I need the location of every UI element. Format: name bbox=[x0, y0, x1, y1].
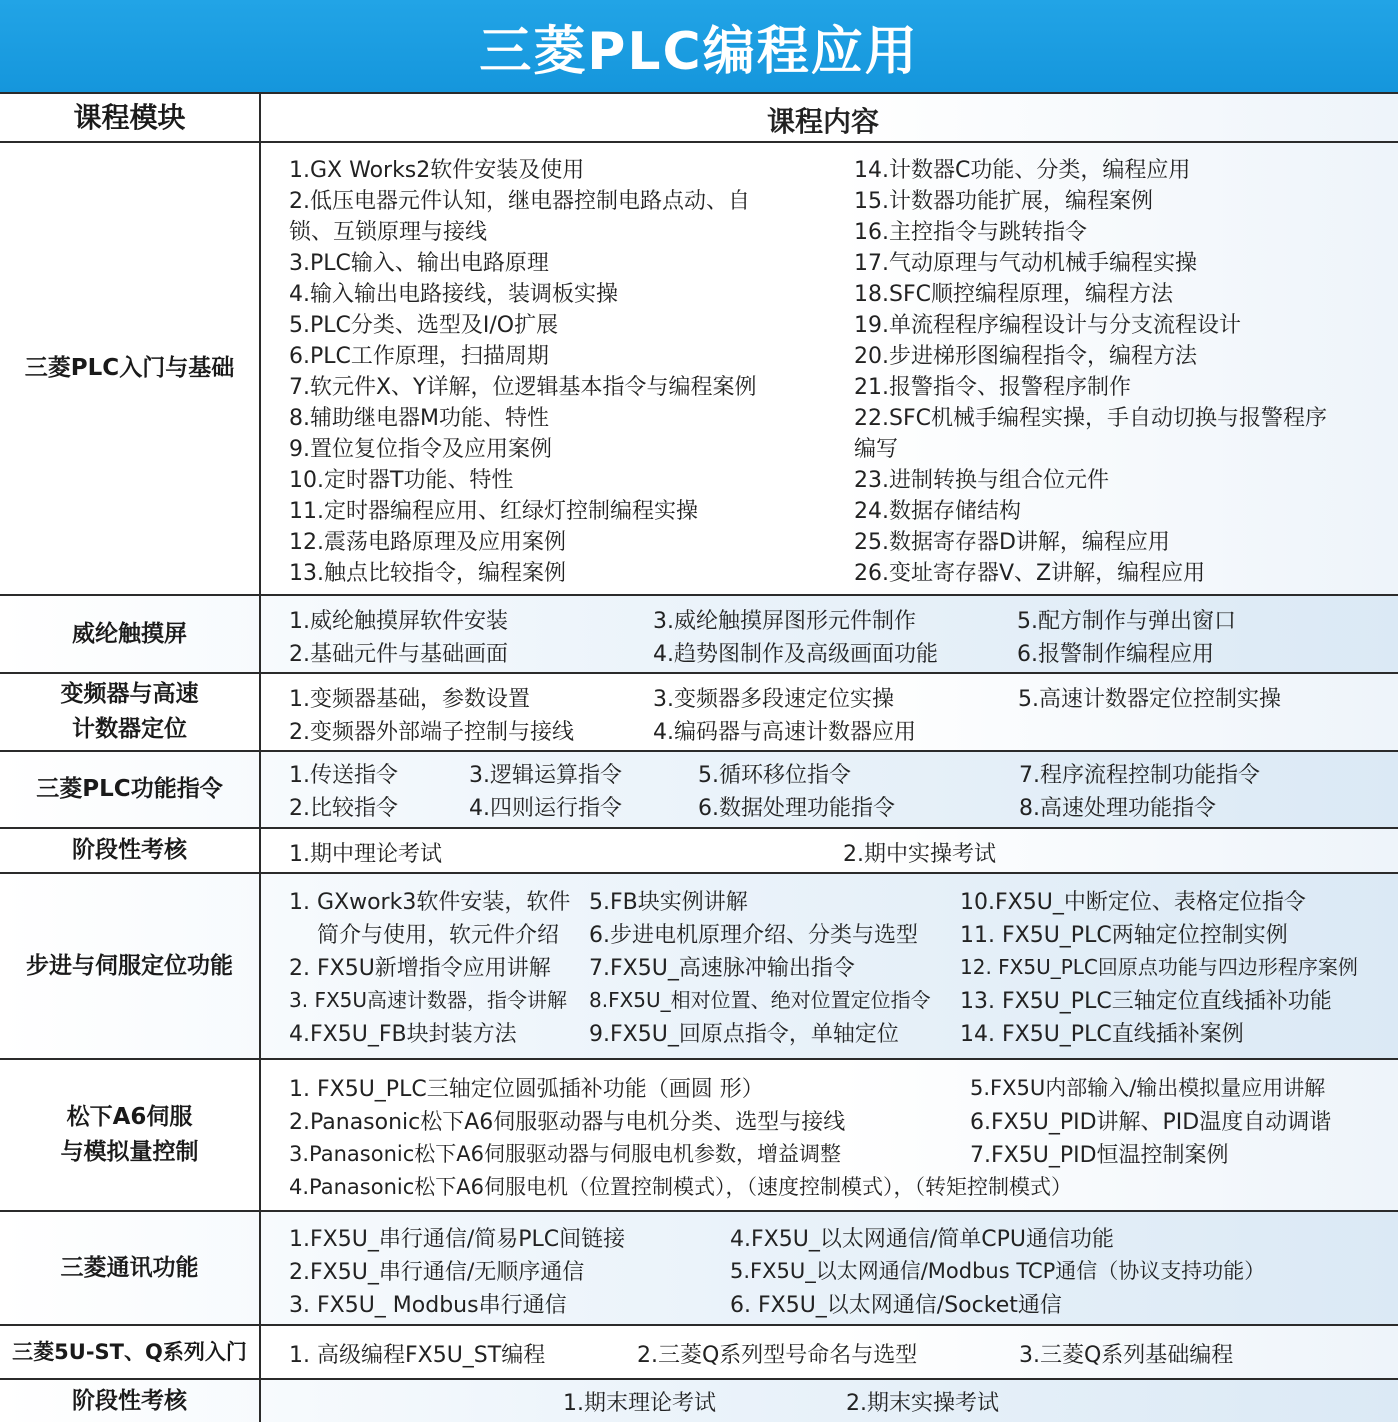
course-item: 2.期末实操考试 bbox=[846, 1391, 999, 1416]
course-item: 26.变址寄存器V、Z讲解，编程应用 bbox=[854, 561, 1206, 586]
table-row bbox=[0, 752, 1398, 829]
course-item: 5.FX5U_以太网通信/Modbus TCP通信（协议支持功能） bbox=[730, 1259, 1266, 1283]
course-item: 3.Panasonic松下A6伺服驱动器与伺服电机参数，增益调整 bbox=[289, 1142, 842, 1166]
course-item: 1. GXwork3软件安装，软件 bbox=[289, 890, 571, 915]
course-item: 编写 bbox=[854, 437, 899, 462]
module-name-line: 计数器定位 bbox=[72, 716, 187, 742]
course-item: 12. FX5U_PLC回原点功能与四边形程序案例 bbox=[960, 955, 1358, 979]
course-item: 22.SFC机械手编程实操，手自动切换与报警程序 bbox=[854, 406, 1327, 431]
course-item: 8.辅助继电器M功能、特性 bbox=[289, 406, 549, 431]
course-item: 17.气动原理与气动机械手编程实操 bbox=[854, 251, 1197, 276]
course-item: 2.期中实操考试 bbox=[843, 842, 996, 867]
module-name: 阶段性考核 bbox=[0, 1380, 261, 1422]
course-item: 5.PLC分类、选型及I/O扩展 bbox=[289, 313, 559, 338]
course-item: 2.FX5U_串行通信/无顺序通信 bbox=[289, 1260, 585, 1285]
course-item: 2. FX5U新增指令应用讲解 bbox=[289, 956, 551, 981]
course-item: 5.FB块实例讲解 bbox=[589, 890, 748, 915]
module-name bbox=[0, 674, 261, 750]
table-row bbox=[0, 1212, 1398, 1326]
course-item: 2.比较指令 bbox=[289, 796, 398, 821]
course-item: 8.FX5U_相对位置、绝对位置定位指令 bbox=[589, 988, 931, 1012]
course-item: 1.期中理论考试 bbox=[289, 842, 442, 867]
course-item: 3.逻辑运算指令 bbox=[469, 763, 622, 788]
page-title: 三菱PLC编程应用 bbox=[479, 21, 919, 82]
module-name bbox=[0, 1060, 261, 1210]
course-item: 5.配方制作与弹出窗口 bbox=[1017, 609, 1236, 634]
course-item: 14. FX5U_PLC直线插补案例 bbox=[960, 1022, 1244, 1047]
course-item: 6.步进电机原理介绍、分类与选型 bbox=[589, 923, 918, 948]
table-row bbox=[0, 674, 1398, 752]
course-item: 1.传送指令 bbox=[289, 763, 398, 788]
course-item: 1. FX5U_PLC三轴定位圆弧插补功能（画圆 形） bbox=[289, 1077, 764, 1102]
module-name-line: 变频器与高速 bbox=[60, 681, 199, 707]
course-item: 4.FX5U_以太网通信/简单CPU通信功能 bbox=[730, 1227, 1114, 1252]
module-name: 三菱5U-ST、Q系列入门 bbox=[0, 1326, 261, 1378]
course-item: 4.编码器与高速计数器应用 bbox=[653, 720, 916, 745]
table-row bbox=[0, 1060, 1398, 1212]
course-item: 3.PLC输入、输出电路原理 bbox=[289, 251, 549, 276]
module-name: 三菱PLC功能指令 bbox=[0, 752, 261, 827]
course-item: 9.FX5U_回原点指令，单轴定位 bbox=[589, 1022, 899, 1047]
course-item: 3. FX5U高速计数器，指令讲解 bbox=[289, 988, 568, 1012]
course-item: 2.变频器外部端子控制与接线 bbox=[289, 720, 574, 745]
course-item: 4.Panasonic松下A6伺服电机（位置控制模式），（速度控制模式），（转矩控制模式） bbox=[289, 1175, 1073, 1199]
course-item: 2.基础元件与基础画面 bbox=[289, 642, 508, 667]
course-item: 8.高速处理功能指令 bbox=[1019, 796, 1216, 821]
course-item: 5.FX5U内部输入/输出模拟量应用讲解 bbox=[970, 1076, 1326, 1100]
course-item: 10.FX5U_中断定位、表格定位指令 bbox=[960, 890, 1306, 915]
course-item: 13.触点比较指令，编程案例 bbox=[289, 561, 566, 586]
course-item: 5.高速计数器定位控制实操 bbox=[1018, 687, 1281, 712]
course-item: 10.定时器T功能、特性 bbox=[289, 468, 514, 493]
course-item: 5.循环移位指令 bbox=[698, 763, 851, 788]
course-item: 25.数据寄存器D讲解，编程应用 bbox=[854, 530, 1170, 555]
table-header-row bbox=[0, 92, 1398, 143]
course-item: 6.FX5U_PID讲解、PID温度自动调谐 bbox=[970, 1110, 1332, 1135]
course-item: 1.期末理论考试 bbox=[563, 1391, 716, 1416]
course-item: 6. FX5U_以太网通信/Socket通信 bbox=[730, 1293, 1062, 1318]
table-row bbox=[0, 829, 1398, 874]
course-item: 11.定时器编程应用、红绿灯控制编程实操 bbox=[289, 499, 698, 524]
course-item: 3.三菱Q系列基础编程 bbox=[1019, 1343, 1234, 1368]
course-item: 20.步进梯形图编程指令，编程方法 bbox=[854, 344, 1197, 369]
course-item: 16.主控指令与跳转指令 bbox=[854, 220, 1087, 245]
course-item: 6.PLC工作原理，扫描周期 bbox=[289, 344, 549, 369]
module-name: 步进与伺服定位功能 bbox=[0, 874, 261, 1058]
course-item: 3.威纶触摸屏图形元件制作 bbox=[653, 609, 916, 634]
course-item: 11. FX5U_PLC两轴定位控制实例 bbox=[960, 923, 1288, 948]
course-item: 15.计数器功能扩展，编程案例 bbox=[854, 189, 1153, 214]
course-item: 7.软元件X、Y详解，位逻辑基本指令与编程案例 bbox=[289, 375, 757, 400]
module-name: 三菱通讯功能 bbox=[0, 1212, 261, 1324]
course-item: 24.数据存储结构 bbox=[854, 499, 1021, 524]
table-row bbox=[0, 143, 1398, 596]
course-item: 7.FX5U_高速脉冲输出指令 bbox=[589, 956, 855, 981]
course-item: 1. 高级编程FX5U_ST编程 bbox=[289, 1343, 546, 1368]
course-item: 4.趋势图制作及高级画面功能 bbox=[653, 642, 938, 667]
table-row bbox=[0, 596, 1398, 674]
module-name-line: 松下A6伺服 bbox=[66, 1104, 193, 1130]
course-item: 13. FX5U_PLC三轴定位直线插补功能 bbox=[960, 989, 1332, 1014]
course-item: 1.GX Works2软件安装及使用 bbox=[289, 158, 585, 183]
course-item: 23.进制转换与组合位元件 bbox=[854, 468, 1109, 493]
course-item: 2.三菱Q系列型号命名与选型 bbox=[637, 1343, 918, 1368]
course-item: 1.变频器基础，参数设置 bbox=[289, 687, 530, 712]
course-item: 7.程序流程控制功能指令 bbox=[1019, 763, 1260, 788]
header-content: 课程内容 bbox=[767, 105, 880, 138]
course-item: 3. FX5U_ Modbus串行通信 bbox=[289, 1293, 567, 1318]
course-item: 14.计数器C功能、分类，编程应用 bbox=[854, 158, 1191, 183]
title-banner bbox=[0, 0, 1398, 92]
course-item: 9.置位复位指令及应用案例 bbox=[289, 437, 552, 462]
table-row bbox=[0, 1326, 1398, 1380]
module-name: 威纶触摸屏 bbox=[0, 596, 261, 672]
course-item: 7.FX5U_PID恒温控制案例 bbox=[970, 1143, 1229, 1168]
header-module: 课程模块 bbox=[0, 94, 261, 141]
course-item: 锁、互锁原理与接线 bbox=[289, 220, 488, 245]
course-item: 2.低压电器元件认知，继电器控制电路点动、自 bbox=[289, 189, 750, 214]
course-item: 12.震荡电路原理及应用案例 bbox=[289, 530, 566, 555]
module-name: 三菱PLC入门与基础 bbox=[0, 143, 261, 594]
course-item: 4.四则运行指令 bbox=[469, 796, 622, 821]
course-item: 3.变频器多段速定位实操 bbox=[653, 687, 894, 712]
module-name-line: 与模拟量控制 bbox=[60, 1139, 199, 1165]
course-item: 简介与使用，软元件介绍 bbox=[317, 923, 560, 948]
table-row bbox=[0, 874, 1398, 1060]
course-item: 21.报警指令、报警程序制作 bbox=[854, 375, 1131, 400]
course-item: 6.报警制作编程应用 bbox=[1017, 642, 1214, 667]
course-item: 19.单流程程序编程设计与分支流程设计 bbox=[854, 313, 1241, 338]
table-row bbox=[0, 1380, 1398, 1422]
course-item: 6.数据处理功能指令 bbox=[698, 796, 895, 821]
module-name: 阶段性考核 bbox=[0, 829, 261, 872]
course-item: 1.威纶触摸屏软件安装 bbox=[289, 609, 508, 634]
course-item: 4.输入输出电路接线，装调板实操 bbox=[289, 282, 618, 307]
course-item: 1.FX5U_串行通信/简易PLC间链接 bbox=[289, 1227, 626, 1252]
course-item: 4.FX5U_FB块封装方法 bbox=[289, 1022, 517, 1047]
course-item: 2.Panasonic松下A6伺服驱动器与电机分类、选型与接线 bbox=[289, 1110, 846, 1135]
course-item: 18.SFC顺控编程原理，编程方法 bbox=[854, 282, 1173, 307]
